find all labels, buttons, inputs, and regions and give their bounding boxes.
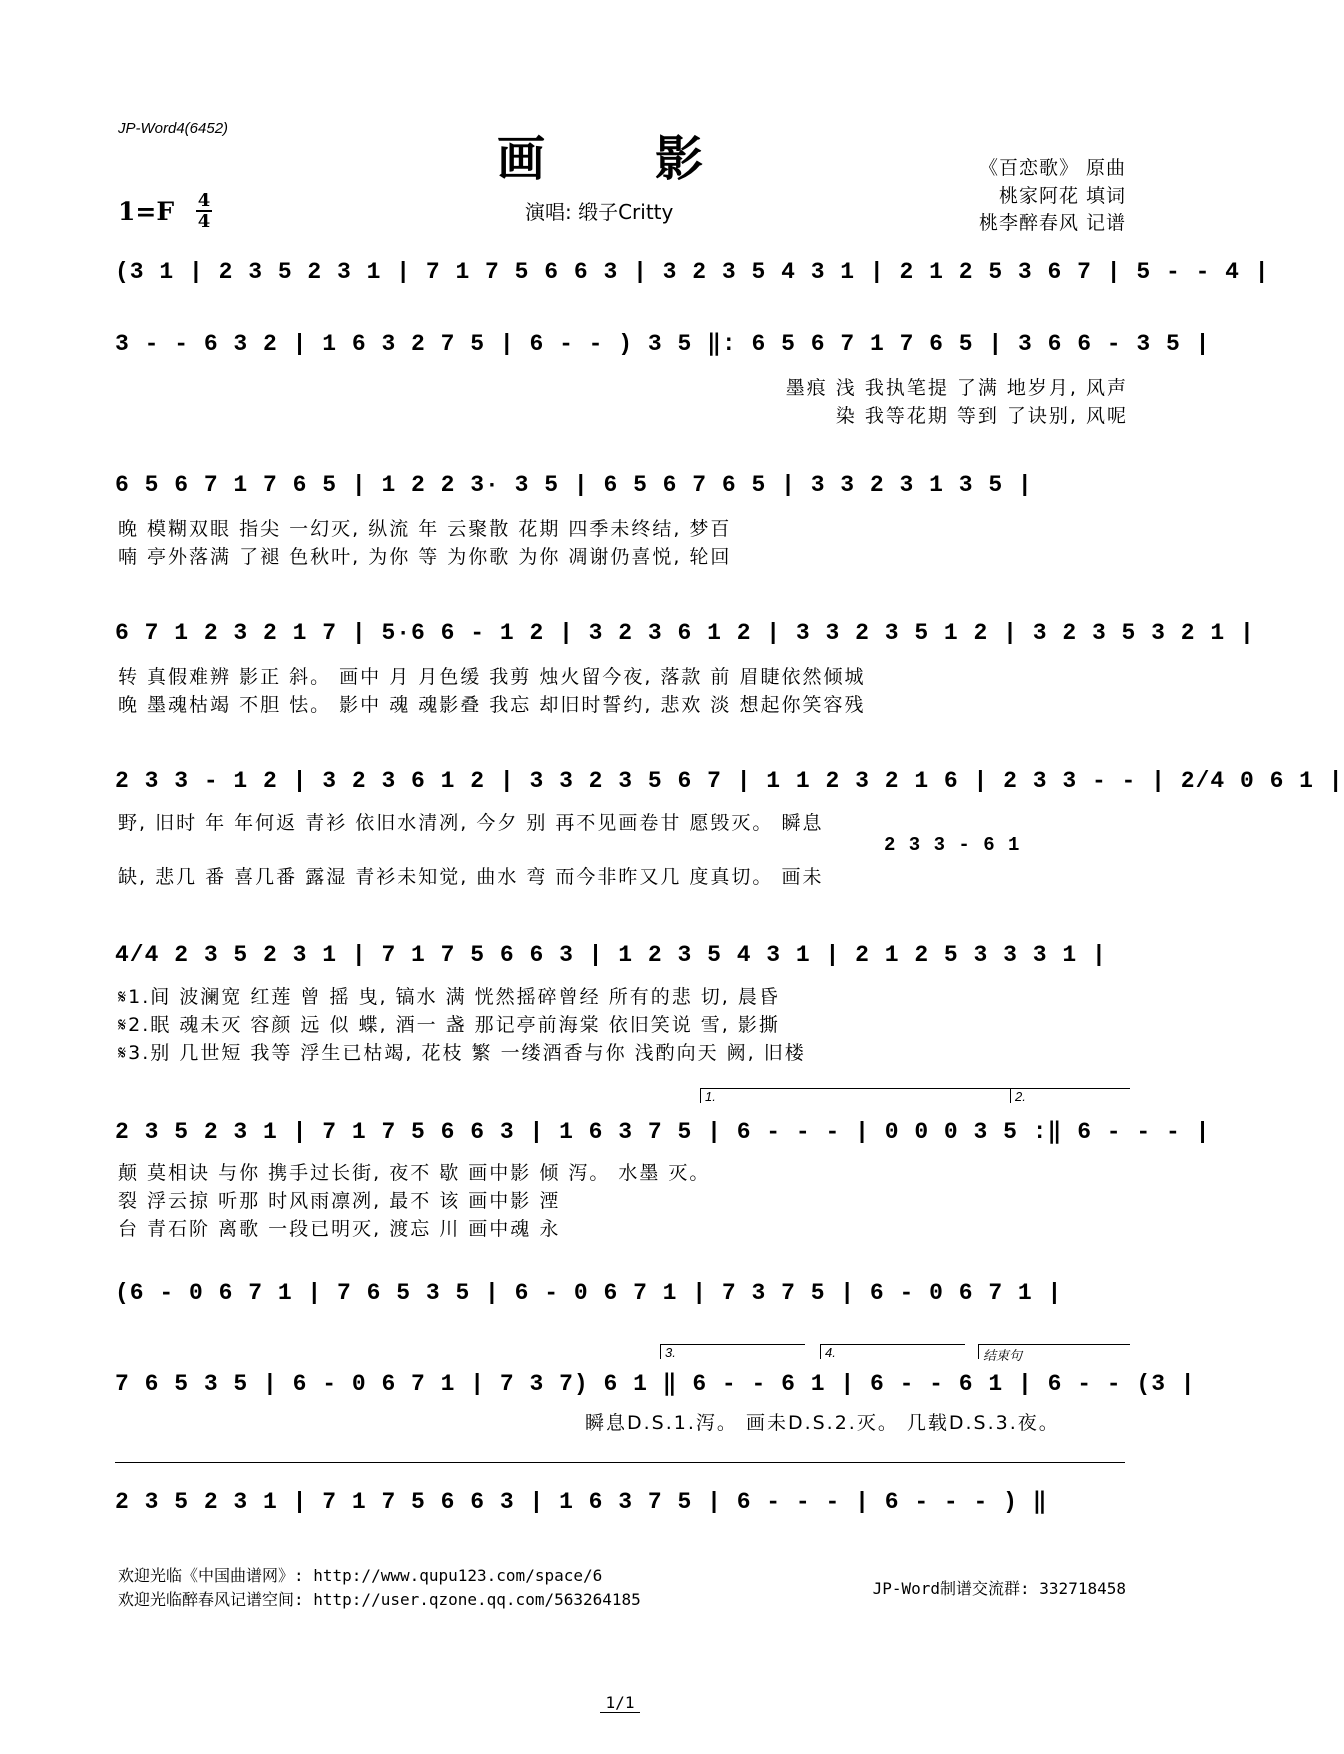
lyricist-credit: 桃家阿花 填词 [998, 185, 1126, 207]
notation-row-3: 6 5 6 7 1 7 6 5 | 1 2 2 3· 3 5 | 6 5 6 7 6 5 | 3 3 2 3 1 3 5 | [115, 472, 1033, 498]
lyrics-row-7-verse-1: 颠 莫相诀 与你 携手过长街, 夜不 歇 画中影 倾 泻。 水墨 灭。 [118, 1162, 711, 1184]
original-credit: 《百恋歌》 原曲 [978, 157, 1126, 179]
transcriber-credit: 桃李醉春风 记谱 [978, 212, 1126, 234]
notation-row-10: 2 3 5 2 3 1 | 7 1 7 5 6 6 3 | 1 6 3 7 5 | 6 - - - | 6 - - - ) ‖ [115, 1489, 1048, 1515]
lyrics-row-3-verse-1: 晚 模糊双眼 指尖 一幻灭, 纵流 年 云聚散 花期 四季未终结, 梦百 [118, 518, 732, 540]
lyrics-row-5-verse-1: 野, 旧时 年 年何返 青衫 依旧水清冽, 今夕 别 再不见画卷甘 愿毁灭。 瞬息 [118, 812, 824, 834]
time-signature-top: 4 [197, 190, 211, 211]
first-ending-label: 1. [705, 1089, 716, 1104]
time-signature-bottom: 4 [197, 211, 211, 232]
notation-row-7: 2 3 5 2 3 1 | 7 1 7 5 6 6 3 | 1 6 3 7 5 | 6 - - - | 0 0 0 3 5 :‖ 6 - - - | [115, 1119, 1211, 1145]
time-signature [196, 191, 212, 231]
third-ending-label: 3. [665, 1345, 676, 1360]
singer-credit: 演唱: 缎子Critty [525, 200, 674, 224]
lyrics-row-2-verse-1: 墨痕 浅 我执笔提 了满 地岁月, 风声 [785, 377, 1128, 399]
page-number: 1/1 [0, 1693, 1240, 1712]
lyrics-row-3-verse-2: 喃 亭外落满 了褪 色秋叶, 为你 等 为你歌 为你 凋谢仍喜悦, 轮回 [118, 546, 732, 568]
notation-row-1: (3 1 | 2 3 5 2 3 1 | 7 1 7 5 6 6 3 | 3 2 3 5 4 3 1 | 2 1 2 5 3 6 7 | 5 - - 4 | [115, 259, 1270, 285]
notation-row-2: 3 - - 6 3 2 | 1 6 3 2 7 5 | 6 - - ) 3 5 ‖: 6 5 6 7 1 7 6 5 | 3 6 6 - 3 5 | [115, 331, 1211, 357]
lyrics-row-7-verse-2: 裂 浮云掠 听那 时风雨凛冽, 最不 该 画中影 湮 [118, 1190, 561, 1212]
second-ending-bracket [1010, 1088, 1130, 1103]
qq-group-info: JP-Word制谱交流群: 332718458 [872, 1579, 1126, 1598]
song-title: 画影 [497, 131, 814, 187]
website-link-1[interactable]: 欢迎光临《中国曲谱网》: http://www.qupu123.com/space/6 [118, 1566, 603, 1585]
second-ending-label: 2. [1015, 1089, 1026, 1104]
alternate-notes-row-5: 2 3 3 - 6 1 [884, 834, 1021, 856]
first-ending-bracket [700, 1088, 1010, 1103]
lyrics-row-4-verse-2: 晚 墨魂枯竭 不胆 怯。 影中 魂 魂影叠 我忘 却旧时誓约, 悲欢 淡 想起你笑容残 [118, 694, 866, 716]
website-link-2[interactable]: 欢迎光临醉春风记谱空间: http://user.qzone.qq.com/563264185 [118, 1590, 641, 1609]
notation-row-5: 2 3 3 - 1 2 | 3 2 3 6 1 2 | 3 3 2 3 5 6 7 | 1 1 2 3 2 1 6 | 2 3 3 - - | 2/4 0 6 1 | [115, 768, 1344, 794]
coda-label: 结束句 [983, 1348, 1023, 1363]
coda-line [115, 1462, 1125, 1463]
lyrics-row-2-verse-2: 染 我等花期 等到 了诀别, 风呢 [835, 405, 1128, 427]
fourth-ending-bracket [820, 1344, 965, 1359]
lyrics-row-4-verse-1: 转 真假难辨 影正 斜。 画中 月 月色缓 我剪 烛火留今夜, 落款 前 眉睫依然倾城 [118, 666, 866, 688]
lyrics-row-6-verse-3: 𝄋3.别 几世短 我等 浮生已枯竭, 花枝 繁 一缕酒香与你 浅酌向天 阙, 旧楼 [118, 1042, 806, 1064]
lyrics-row-7-verse-3: 台 青石阶 离歌 一段已明灭, 渡忘 川 画中魂 永 [118, 1218, 561, 1240]
lyrics-row-6-verse-1: 𝄋1.间 波澜宽 红莲 曾 摇 曳, 镐水 满 恍然摇碎曾经 所有的悲 切, 晨昏 [118, 986, 780, 1008]
notation-row-9: 7 6 5 3 5 | 6 - 0 6 7 1 | 7 3 7) 6 1 ‖ 6 - - 6 1 | 6 - - 6 1 | 6 - - (3 | [115, 1371, 1196, 1397]
notation-row-8: (6 - 0 6 7 1 | 7 6 5 3 5 | 6 - 0 6 7 1 | 7 3 7 5 | 6 - 0 6 7 1 | [115, 1280, 1063, 1306]
lyrics-row-5-verse-2: 缺, 悲几 番 喜几番 露湿 青衫未知觉, 曲水 弯 而今非昨又几 度真切。 画未 [118, 866, 824, 888]
key-signature: 1=F [118, 197, 175, 226]
fourth-ending-label: 4. [825, 1345, 836, 1360]
lyrics-row-9-verse-1: 瞬息D.S.1.泻。 画未D.S.2.灭。 几载D.S.3.夜。 [585, 1412, 1060, 1434]
notation-row-6: 4/4 2 3 5 2 3 1 | 7 1 7 5 6 6 3 | 1 2 3 5 4 3 1 | 2 1 2 5 3 3 3 1 | [115, 942, 1107, 968]
lyrics-row-6-verse-2: 𝄋2.眠 魂未灭 容颜 远 似 蝶, 酒一 盏 那记亭前海棠 依旧笑说 雪, 影撕 [118, 1014, 780, 1036]
third-ending-bracket [660, 1344, 805, 1359]
software-label: JP-Word4(6452) [118, 120, 229, 137]
coda-bracket [978, 1344, 1130, 1363]
notation-row-4: 6 7 1 2 3 2 1 7 | 5·6 6 - 1 2 | 3 2 3 6 1 2 | 3 3 2 3 5 1 2 | 3 2 3 5 3 2 1 | [115, 620, 1255, 646]
